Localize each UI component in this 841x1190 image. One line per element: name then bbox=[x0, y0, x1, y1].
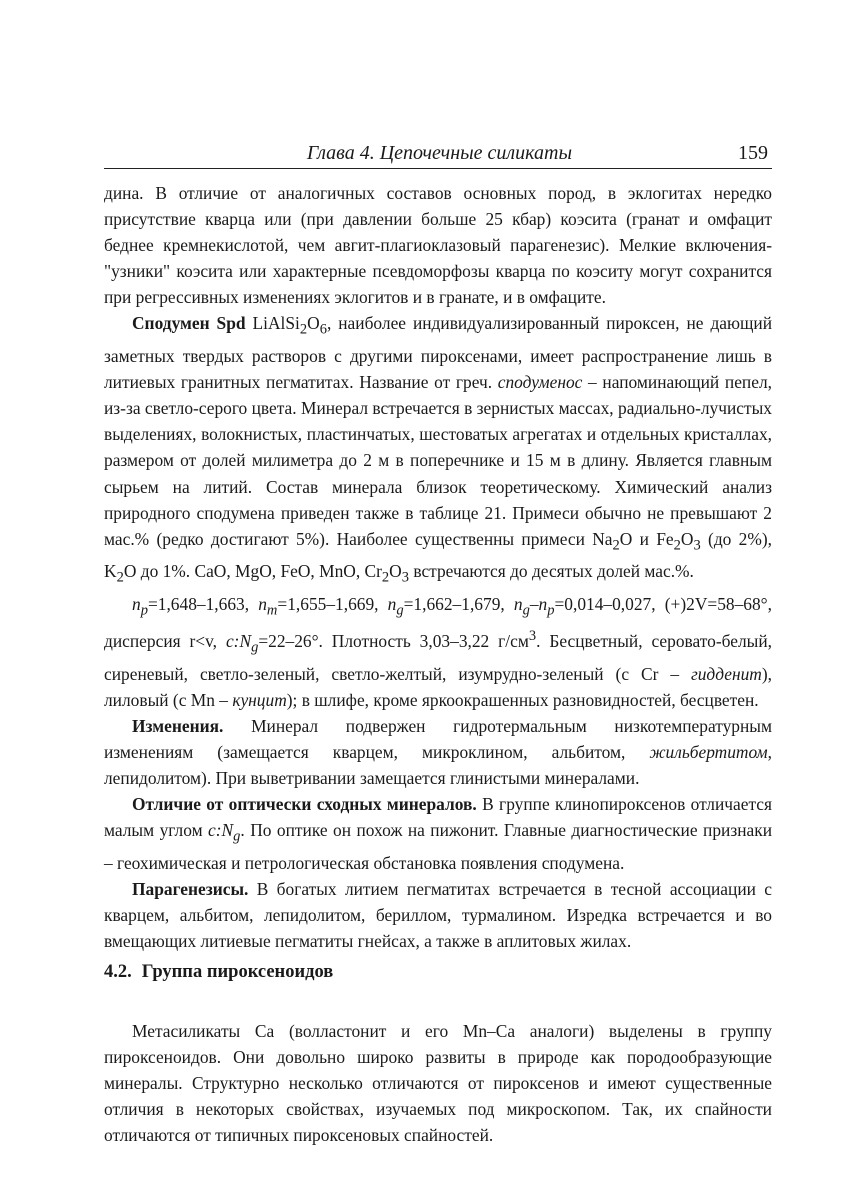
paragraph-distinction: Отличие от оптически сходных минералов. В группе клинопироксенов отличается малым углом $c:N_g$. По оптике он похож на пижонит. Главные диагностические признаки – геохимическая и петрологическая обстановка появления сподумена. bbox=[104, 794, 773, 873]
running-header bbox=[104, 140, 772, 170]
paragraph-alteration: Изменения. Минерал подвержен гидротермальным низкотемпературным изменениям (замещается кварцем, микроклином, альбитом, жильбертитом, лепидолитом). При выветривании замещается глинистыми минералами. bbox=[104, 715, 772, 789]
body-text-bottom bbox=[104, 1018, 772, 1148]
paragraph-spodumene: Сподумен Spd $LiAlSi_2O_6$, наиболее индивидуализированный пироксен, не дающий заметных твердых растворов с другими пироксенами, имеет распространение лишь в литиевых гранитных пегматитах. Название от греч. сподуменос – напоминающий пепел, из-за светло-серого цвета. Минерал встречается в зернистых массах, радиально-лучистых выделениях, волокнистых, пластинчатых, шестоватых агрегатах и отдельных кристаллах, размером от долей милиметра до 2 м в поперечнике и 15 м в длину. Является главным сырьем на литий. Состав минерала близок теоретическому. Химический анализ природного сподумена приведен также в таблице 21. Примеси обычно не превышают 2 мас.% (редко достигают 5%). Наиболее существенны примеси $Na_2O$ и $Fe_2O_3$ (до 2%), $K_2O$ до 1%. CaO, MgO, FeO, MnO, $Cr_2O_3$ встречаются до десятых долей мас.%. bbox=[104, 313, 773, 586]
paragraph-paragenesis: Парагенезисы. В богатых литием пегматитах встречается в тесной ассоциации с кварцем, альбитом, лепидолитом, бериллом, турмалином. Изредка встречается и во вмещающих литиевые пегматиты гнейсах, а также в аплитовых жилах. bbox=[104, 878, 772, 952]
page-number: 159 bbox=[738, 142, 768, 164]
paragraph-optics: $n_p=1,648-1,663$, $n_m=1,655-1,669$, $n_g=1,662-1,679$, $n_g-n_p=0,014-0,027$, (+)2V=58–68°, дисперсия r<v, $c:N_g=22-26^\circ$. Плотность 3,03–3,22 $г/см^3$. Бесцветный, серовато-белый, сиреневый, светло-зеленый, светло-желтый, изумрудно-зеленый (с Cr – гидденит), лиловый (с Mn – кунцит); в шлифе, кроме яркоокрашенных разновидностей, бесцветен. bbox=[104, 593, 772, 710]
chapter-title: Глава 4. Цепочечные силикаты bbox=[306, 142, 572, 164]
body-text-top bbox=[104, 180, 772, 954]
paragraph-pyroxenoids: Метасиликаты Ca (волластонит и его Mn–Ca аналоги) выделены в группу пироксеноидов. Они довольно широко развиты в природе как породообразующие минералы. Структурно несколько отличаются от пироксенов и имеют существенные отличия в некоторых свойствах, изучаемых под микроскопом. Так, их спайности отличаются от типичных пироксеновых спайностей. bbox=[104, 1021, 772, 1146]
paragraph-eclogite: дина. В отличие от аналогичных составов основных пород, в эклогитах нередко присутствие кварца или (при давлении больше 25 кбар) коэсита (гранат и омфацит беднее кремнекислотой, чем авгит-плагиоклазовый парагенезис). Мелкие включения-"узники" коэсита или характерные псевдоморфозы кварца по коэситу могут сохранится при регрессивных изменениях эклогитов и в гранате, и в омфаците. bbox=[104, 183, 772, 308]
term-spodumene: Сподумен Spd bbox=[132, 313, 246, 334]
section-heading bbox=[104, 962, 772, 983]
section-number: 4.2. bbox=[104, 962, 132, 982]
section-title: Группа пироксеноидов bbox=[141, 962, 334, 982]
header-rule bbox=[104, 168, 772, 169]
